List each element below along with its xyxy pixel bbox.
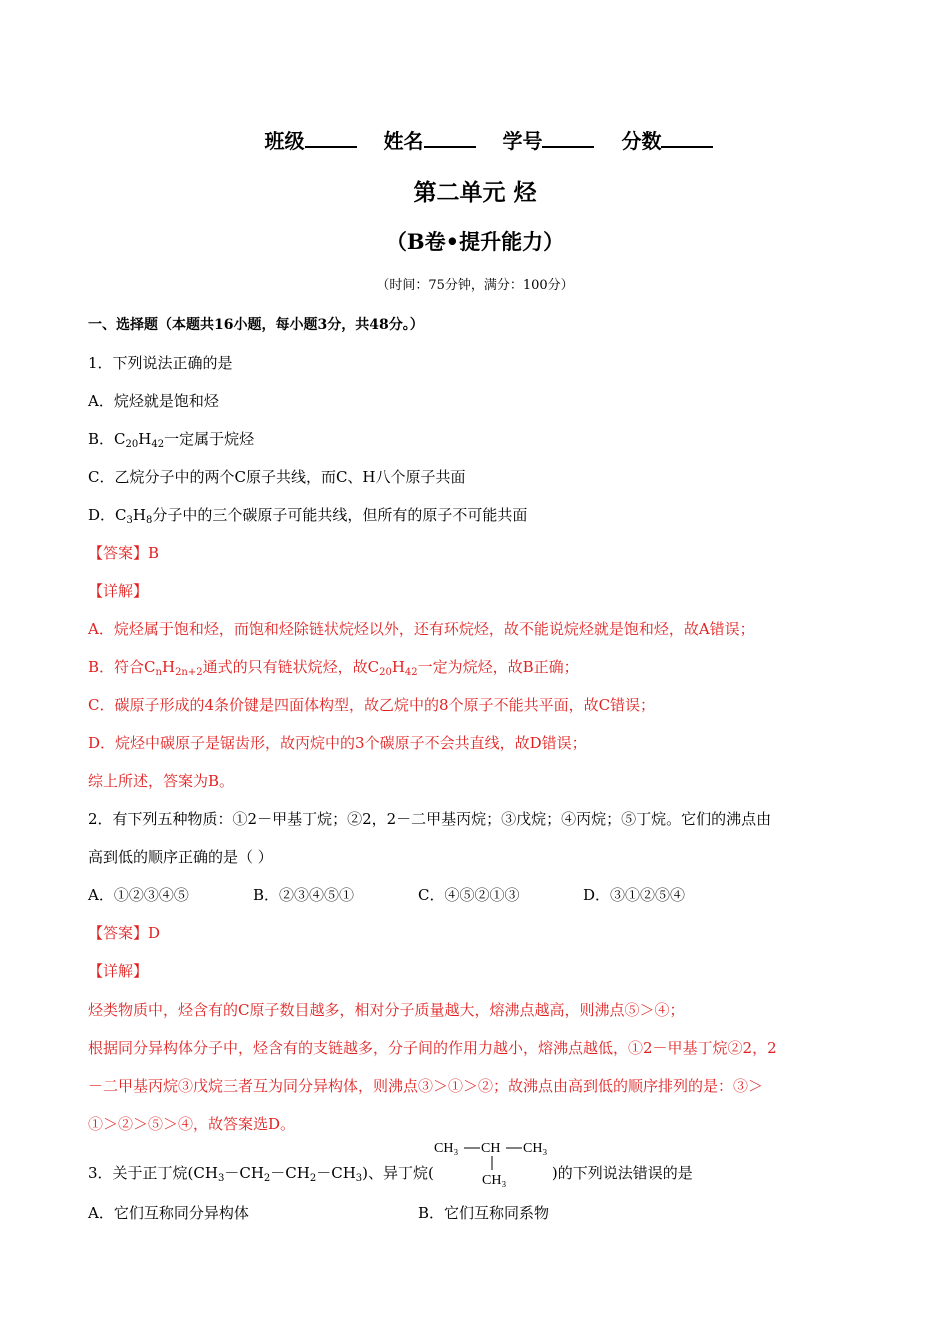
q2-answer: 【答案】D [88, 924, 161, 942]
q3-stem: 3．关于正丁烷$(CH_3-CH_2-CH_2-CH_3)$、异丁烷( CH₃ CH CH₃ CH₃ )的下列说法错误的是 [88, 1141, 693, 1188]
q2-explain-2: 根据同分异构体分子中，烃含有的支链越多，分子间的作用力越小，熔沸点越低，①2－甲基丁烷②2，2 [88, 1039, 777, 1057]
q3-options [88, 1203, 868, 1223]
score-blank [661, 132, 713, 148]
q1-option-d: D．$C_3H_8$分子中的三个碳原子可能共线，但所有的原子不可能共面 [88, 506, 528, 526]
struct-ch3-bottom: CH₃ [481, 1173, 507, 1188]
q3-option-a: A．它们互称同分异构体 [88, 1204, 249, 1222]
q1-answer: 【答案】B [88, 544, 160, 562]
q1-explain-b: B．符合$C_nH_{2n+2}$通式的只有链状烷烃，故$C_{20}H_{42}$一定为烷烃，故B正确； [88, 658, 579, 678]
unit-title: 第二单元 烃 [413, 179, 537, 206]
q1-summary: 综上所述，答案为B。 [88, 772, 235, 790]
time-info: （时间：75分钟，满分：100分） [376, 278, 574, 293]
q2-option-d: D．③①②⑤④ [583, 886, 686, 904]
q1-explain-d: D．烷烃中碳原子是锯齿形，故丙烷中的3个碳原子不会共直线，故D错误； [88, 734, 587, 752]
student-info-line [0, 128, 950, 154]
q2-option-b: B．②③④⑤① [253, 886, 355, 904]
q2-option-a: A．①②③④⑤ [88, 886, 189, 904]
q2-explain-4: ①＞②＞⑤＞④，故答案选D。 [88, 1115, 296, 1133]
isobutane-structure [433, 1141, 552, 1188]
q1-stem: 1．下列说法正确的是 [88, 354, 233, 372]
q2-options [88, 885, 868, 905]
subtitle: （B卷•提升能力） [385, 229, 565, 254]
q1-option-c: C．乙烷分子中的两个C原子共线，而C、H八个原子共面 [88, 468, 466, 486]
q2-stem-line1: 2．有下列五种物质：①2－甲基丁烷；②2，2－二甲基丙烷；③戊烷；④丙烷；⑤丁烷。它们的沸点由 [88, 810, 772, 828]
class-blank [305, 132, 357, 148]
name-blank [424, 132, 476, 148]
struct-ch3-right: CH₃ [522, 1141, 548, 1156]
struct-ch3-left: CH₃ [433, 1141, 459, 1156]
q1-explain-c: C．碳原子形成的4条价键是四面体构型，故乙烷中的8个原子不能共平面，故C错误； [88, 696, 656, 714]
q1-detail-label: 【详解】 [88, 582, 149, 600]
q2-explain-3: －二甲基丙烷③戊烷三者互为同分异构体，则沸点③＞①＞②；故沸点由高到低的顺序排列的是：③＞ [88, 1077, 764, 1095]
class-label: 班级 [264, 129, 305, 153]
q2-detail-label: 【详解】 [88, 962, 149, 980]
q1-explain-a: A．烷烃属于饱和烃，而饱和烃除链状烷烃以外，还有环烷烃，故不能说烷烃就是饱和烃，故A错误； [88, 620, 755, 638]
q2-explain-1: 烃类物质中，烃含有的C原子数目越多，相对分子质量越大，熔沸点越高，则沸点⑤＞④； [88, 1001, 685, 1019]
id-label: 学号 [502, 129, 543, 153]
q2-option-c: C．④⑤②①③ [418, 886, 520, 904]
q1-option-a: A．烷烃就是饱和烃 [88, 392, 219, 410]
section-title: 一、选择题（本题共16小题，每小题3分，共48分。） [88, 317, 424, 333]
q3-option-b: B．它们互称同系物 [418, 1204, 550, 1222]
score-label: 分数 [621, 129, 662, 153]
q1-option-b: B．$C_{20}H_{42}$一定属于烷烃 [88, 430, 255, 450]
name-label: 姓名 [383, 129, 424, 153]
id-blank [542, 132, 594, 148]
struct-ch: CH [480, 1141, 501, 1156]
q2-stem-line2: 高到低的顺序正确的是（ ） [88, 848, 273, 866]
isobutane-structure-svg [433, 1141, 552, 1190]
